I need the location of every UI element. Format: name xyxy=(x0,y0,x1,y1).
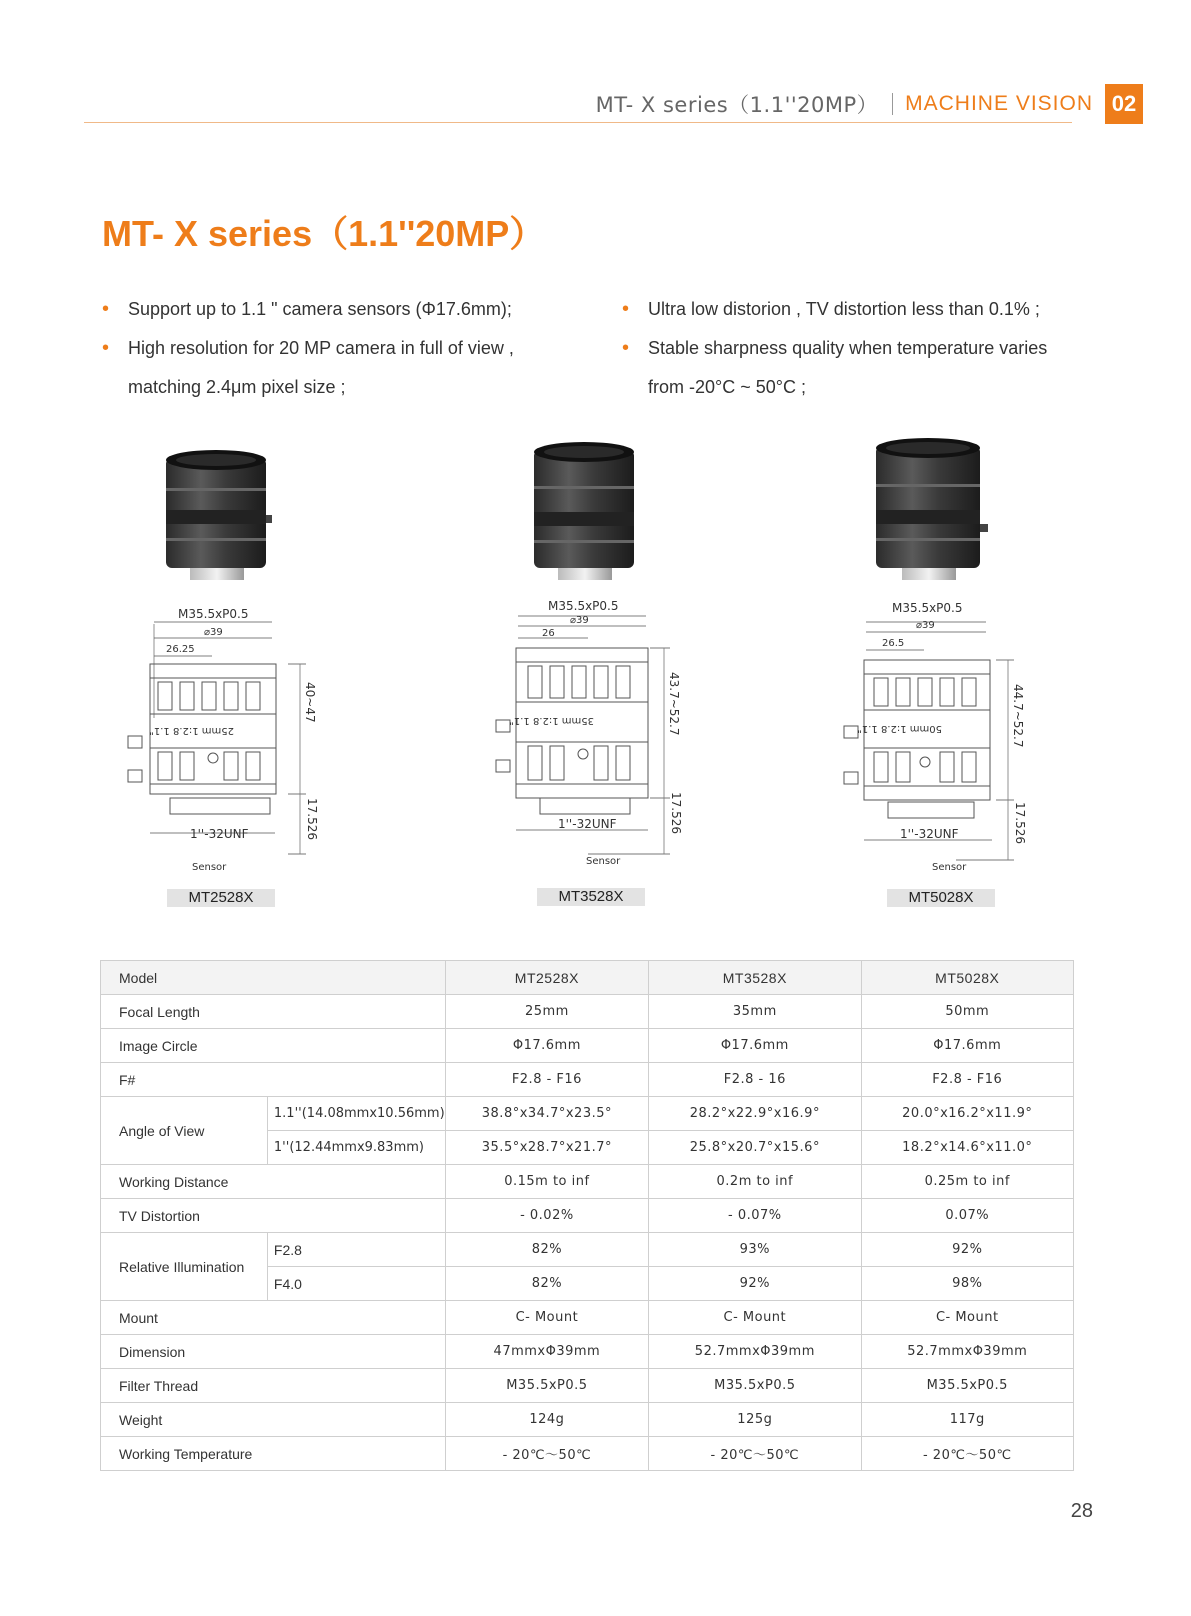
spec-table xyxy=(100,960,1074,1471)
table-cell: M35.5xP0.5 xyxy=(649,1369,861,1403)
row-label: Weight xyxy=(101,1403,446,1437)
model-tag: MT5028X xyxy=(887,889,995,907)
lens-photo xyxy=(872,438,992,583)
table-row xyxy=(101,961,1074,995)
table-row xyxy=(101,1199,1074,1233)
table-cell: M35.5xP0.5 xyxy=(861,1369,1073,1403)
sensor-label: Sensor xyxy=(932,862,967,873)
table-cell: C- Mount xyxy=(445,1301,648,1335)
feature-item xyxy=(620,329,1047,407)
table-row xyxy=(101,1369,1074,1403)
table-cell: - 0.07% xyxy=(649,1199,861,1233)
row-label: Dimension xyxy=(101,1335,446,1369)
bullet-icon: • xyxy=(102,337,110,359)
table-cell: F2.8 - F16 xyxy=(861,1063,1073,1097)
table-cell: 82% xyxy=(445,1233,648,1267)
feature-text: High resolution for 20 MP camera in full of view , xyxy=(128,338,514,358)
table-cell: 93% xyxy=(649,1233,861,1267)
feature-list-right xyxy=(620,290,1047,407)
table-cell: 18.2°x14.6°x11.0° xyxy=(861,1131,1073,1165)
table-cell: 25mm xyxy=(445,995,648,1029)
table-cell: 35.5°x28.7°x21.7° xyxy=(445,1131,648,1165)
table-cell: 0.15m to inf xyxy=(445,1165,648,1199)
table-row xyxy=(101,1063,1074,1097)
dim-back-focus: 17.526 xyxy=(305,798,319,840)
feature-text: Ultra low distorion , TV distortion less than 0.1% ; xyxy=(648,299,1040,319)
table-cell: Φ17.6mm xyxy=(861,1029,1073,1063)
table-cell: 124g xyxy=(445,1403,648,1437)
dim-length: 43.7~52.7 xyxy=(667,672,681,736)
header-rule xyxy=(84,122,1072,123)
table-cell: 52.7mmxΦ39mm xyxy=(861,1335,1073,1369)
table-row xyxy=(101,995,1074,1029)
table-row xyxy=(101,1233,1074,1267)
table-cell: 92% xyxy=(861,1233,1073,1267)
row-label: Image Circle xyxy=(101,1029,446,1063)
feature-text-cont: matching 2.4μm pixel size ; xyxy=(128,377,346,397)
table-cell: 50mm xyxy=(861,995,1073,1029)
lens-drawing xyxy=(836,598,1056,878)
lens-drawing xyxy=(120,598,340,878)
table-cell: Φ17.6mm xyxy=(649,1029,861,1063)
table-cell: 0.25m to inf xyxy=(861,1165,1073,1199)
table-cell: C- Mount xyxy=(861,1301,1073,1335)
table-cell: 28.2°x22.9°x16.9° xyxy=(649,1097,861,1131)
table-cell: 117g xyxy=(861,1403,1073,1437)
feature-text-cont: from -20°C ~ 50°C ; xyxy=(648,377,806,397)
table-cell: F2.8 - 16 xyxy=(649,1063,861,1097)
row-label: Model xyxy=(101,961,446,995)
sub-label: 1.1''(14.08mmx10.56mm) xyxy=(267,1097,445,1131)
row-label: Mount xyxy=(101,1301,446,1335)
dim-back-focus: 17.526 xyxy=(1013,802,1027,844)
row-label: Working Temperature xyxy=(101,1437,446,1471)
dim-mount: 1''-32UNF xyxy=(900,827,959,841)
table-cell: 92% xyxy=(649,1267,861,1301)
table-cell: 20.0°x16.2°x11.9° xyxy=(861,1097,1073,1131)
table-row xyxy=(101,1029,1074,1063)
feature-text: Stable sharpness quality when temperature varies xyxy=(648,338,1048,358)
page-number: 28 xyxy=(1070,1500,1093,1522)
dim-back-focus: 17.526 xyxy=(669,792,683,834)
page-title: MT- X series（1.1''20MP） xyxy=(102,213,546,254)
table-cell: M35.5xP0.5 xyxy=(445,1369,648,1403)
row-label: Focal Length xyxy=(101,995,446,1029)
table-cell: 35mm xyxy=(649,995,861,1029)
bullet-icon: • xyxy=(622,298,630,320)
dim-mount: 1''-32UNF xyxy=(190,827,249,841)
row-label: Filter Thread xyxy=(101,1369,446,1403)
header-section: MACHINE VISION xyxy=(905,92,1093,115)
row-label: TV Distortion xyxy=(101,1199,446,1233)
feature-item xyxy=(100,329,514,407)
model-tag: MT2528X xyxy=(167,889,275,907)
sub-label: F2.8 xyxy=(267,1233,445,1267)
header-divider xyxy=(892,93,893,115)
dim-mount: 1''-32UNF xyxy=(558,817,617,831)
lens-marking: 25mm 1:2.8 1.1" xyxy=(149,725,234,736)
dim-thread: M35.5xP0.5 xyxy=(178,607,249,621)
table-cell: 47mmxΦ39mm xyxy=(445,1335,648,1369)
sensor-label: Sensor xyxy=(586,856,621,867)
table-cell: 25.8°x20.7°x15.6° xyxy=(649,1131,861,1165)
dim-flange: 26 xyxy=(542,628,555,639)
table-cell: 0.07% xyxy=(861,1199,1073,1233)
table-cell: - 20℃～50℃ xyxy=(861,1437,1073,1471)
table-cell: - 20℃～50℃ xyxy=(445,1437,648,1471)
table-cell: 82% xyxy=(445,1267,648,1301)
table-cell: 125g xyxy=(649,1403,861,1437)
row-label: Angle of View xyxy=(101,1097,268,1165)
table-row xyxy=(101,1335,1074,1369)
dim-diameter: ⌀39 xyxy=(204,627,223,638)
model-cell: MT3528X xyxy=(649,961,861,995)
lens-marking: 50mm 1:2.8 1.1" xyxy=(857,723,942,734)
sub-label: F4.0 xyxy=(267,1267,445,1301)
table-row xyxy=(101,1403,1074,1437)
dim-length: 44.7~52.7 xyxy=(1011,684,1025,748)
row-label: F# xyxy=(101,1063,446,1097)
page-header xyxy=(596,86,1143,122)
header-series: MT- X series（1.1''20MP） xyxy=(595,93,879,117)
table-cell: 52.7mmxΦ39mm xyxy=(649,1335,861,1369)
table-row xyxy=(101,1437,1074,1471)
model-cell: MT2528X xyxy=(445,961,648,995)
feature-text: Support up to 1.1 " camera sensors (Φ17.6mm); xyxy=(128,299,512,319)
table-cell: - 20℃～50℃ xyxy=(649,1437,861,1471)
dim-diameter: ⌀39 xyxy=(570,615,589,626)
feature-item xyxy=(620,290,1047,329)
lens-photo xyxy=(530,442,640,582)
table-cell: 0.2m to inf xyxy=(649,1165,861,1199)
sub-label: 1''(12.44mmx9.83mm) xyxy=(267,1131,445,1165)
feature-list-left xyxy=(100,290,514,407)
model-cell: MT5028X xyxy=(861,961,1073,995)
dim-length: 40~47 xyxy=(303,682,317,723)
lens-drawing xyxy=(488,592,708,872)
table-cell: C- Mount xyxy=(649,1301,861,1335)
lens-marking: 35mm 1:2.8 1.1" xyxy=(509,715,594,726)
table-cell: 38.8°x34.7°x23.5° xyxy=(445,1097,648,1131)
dim-flange: 26.25 xyxy=(166,644,195,655)
table-row xyxy=(101,1165,1074,1199)
table-row xyxy=(101,1097,1074,1131)
table-cell: Φ17.6mm xyxy=(445,1029,648,1063)
dim-thread: M35.5xP0.5 xyxy=(548,599,619,613)
dim-diameter: ⌀39 xyxy=(916,620,935,631)
table-cell: F2.8 - F16 xyxy=(445,1063,648,1097)
header-page-badge: 02 xyxy=(1105,84,1143,124)
model-tag: MT3528X xyxy=(537,888,645,906)
sensor-label: Sensor xyxy=(192,862,227,873)
table-row xyxy=(101,1301,1074,1335)
row-label: Working Distance xyxy=(101,1165,446,1199)
dim-thread: M35.5xP0.5 xyxy=(892,601,963,615)
table-cell: - 0.02% xyxy=(445,1199,648,1233)
table-cell: 98% xyxy=(861,1267,1073,1301)
bullet-icon: • xyxy=(102,298,110,320)
row-label: Relative Illumination xyxy=(101,1233,268,1301)
dim-flange: 26.5 xyxy=(882,638,905,649)
lens-photo xyxy=(162,448,272,583)
bullet-icon: • xyxy=(622,337,630,359)
feature-item xyxy=(100,290,514,329)
